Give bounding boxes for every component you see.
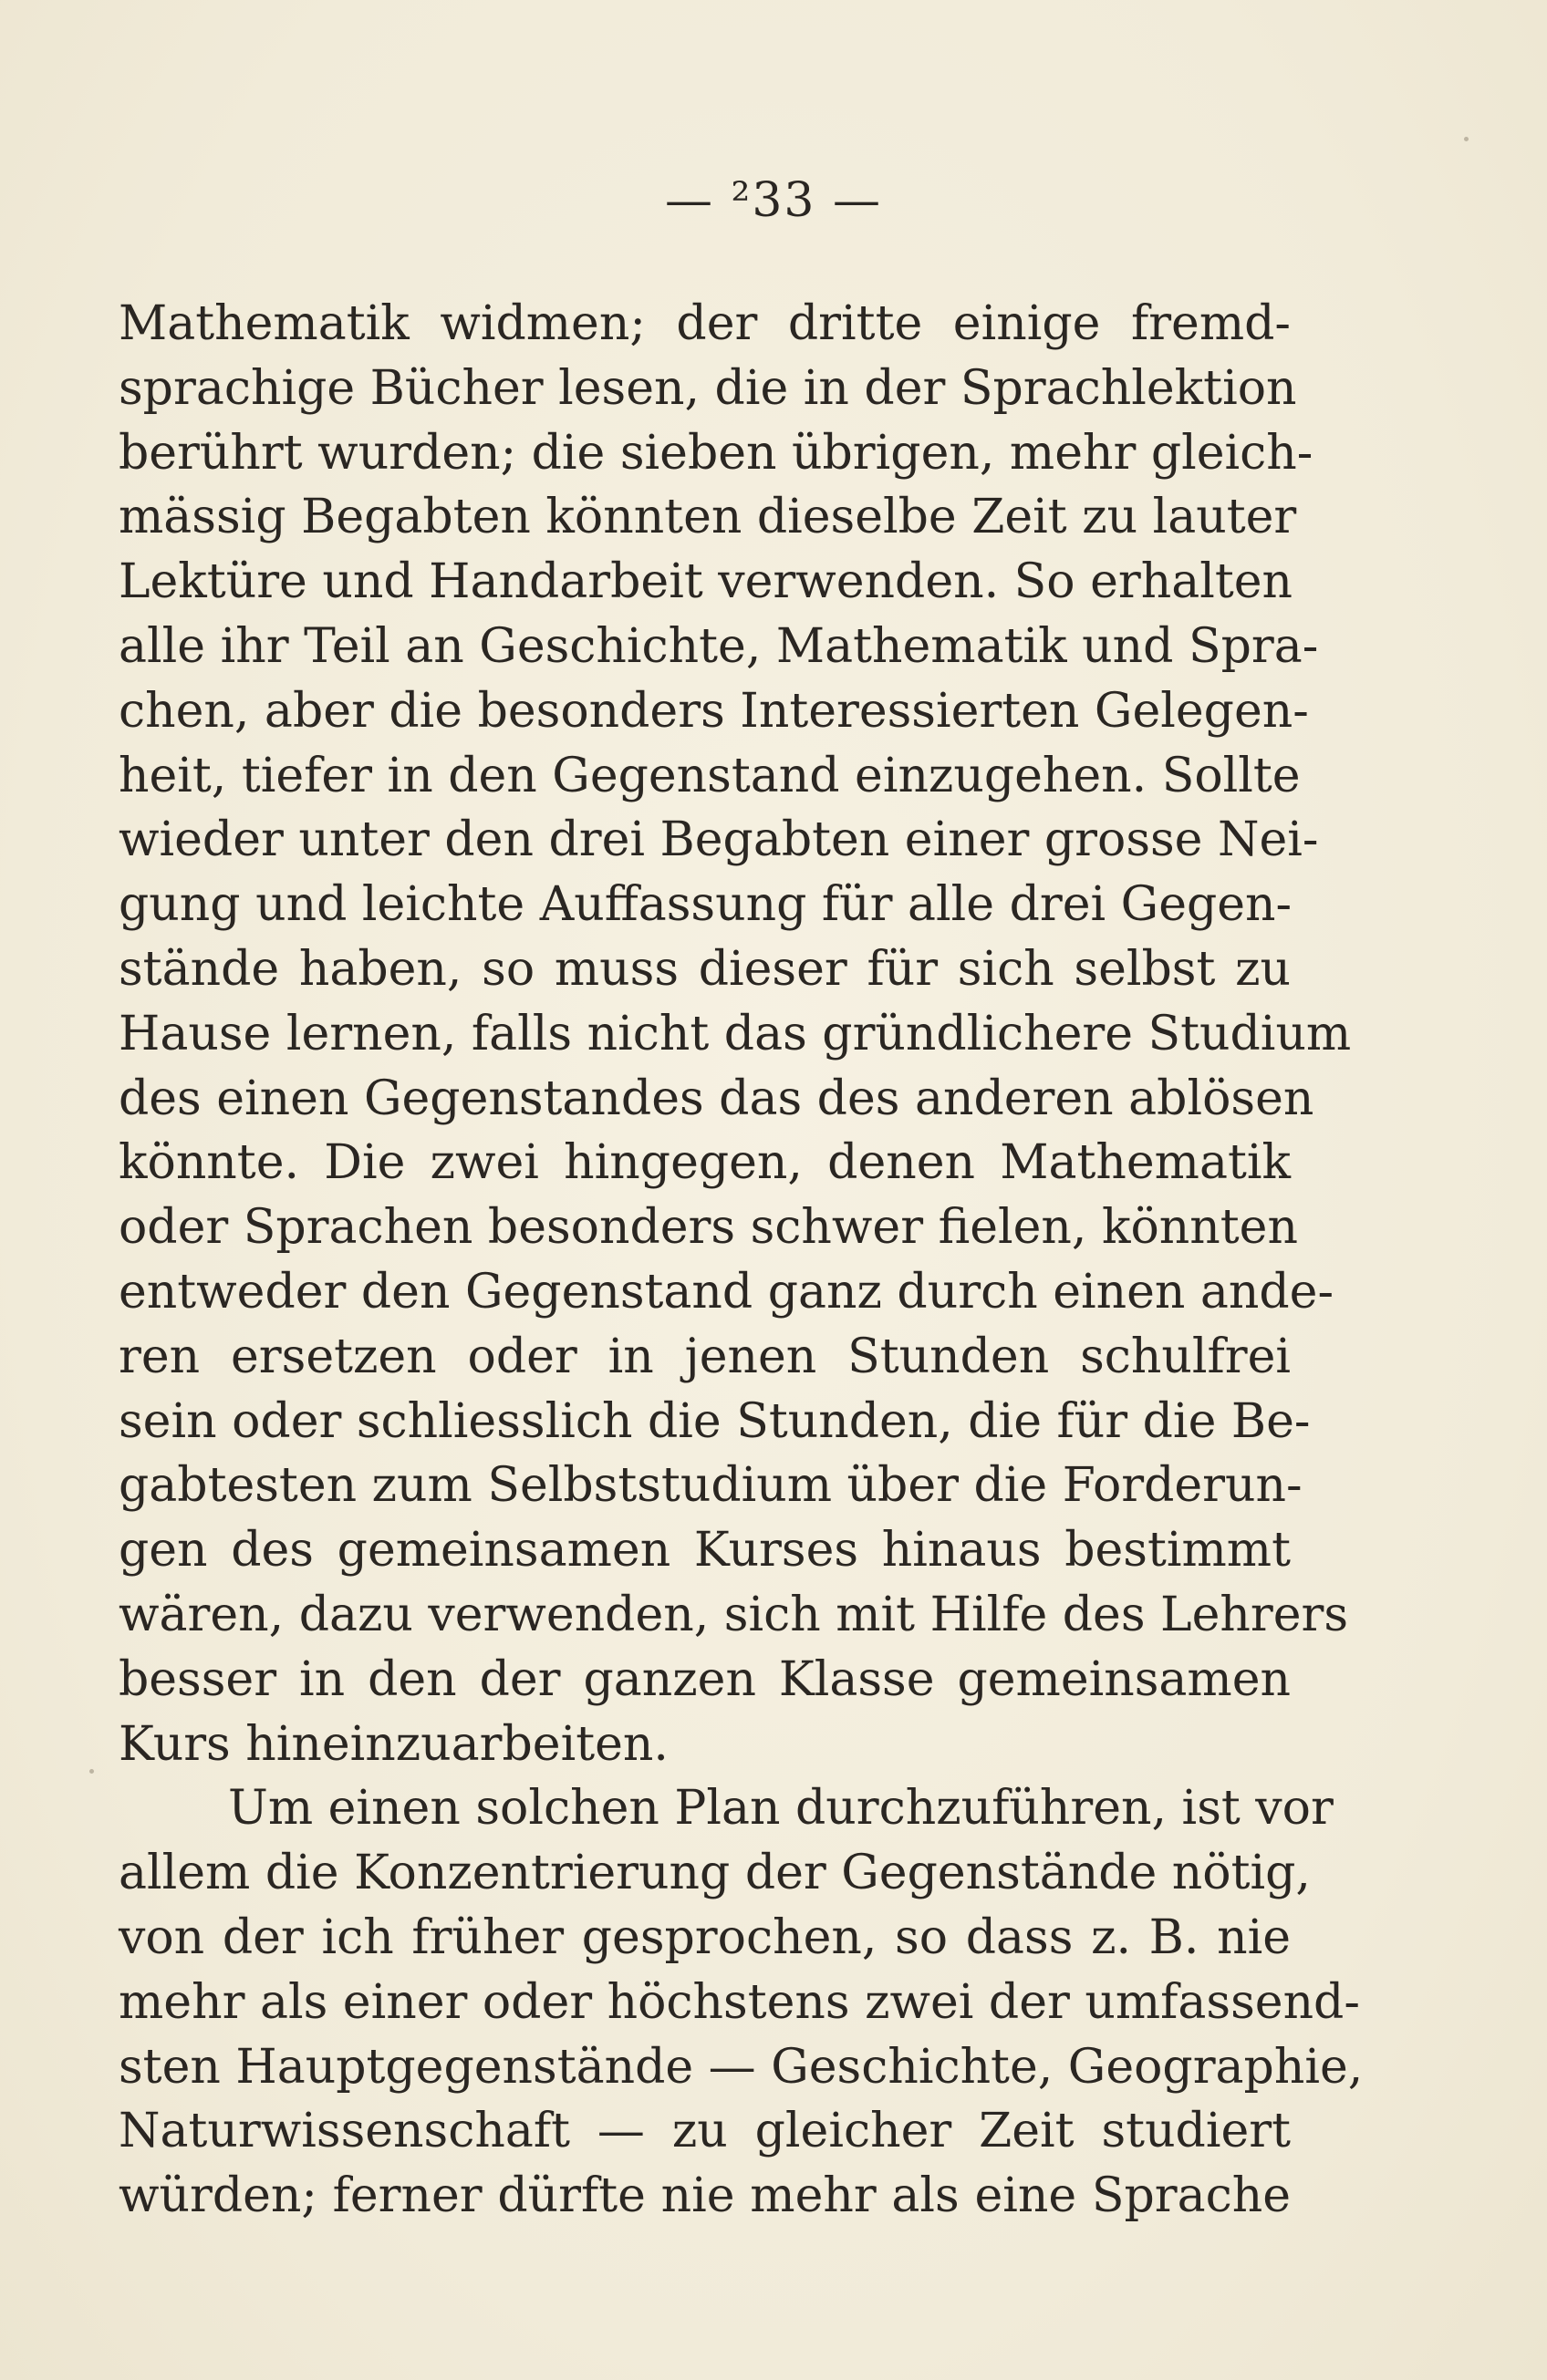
text-line: sprachige Bücher lesen, die in der Sprachlektion bbox=[119, 360, 1297, 416]
text-line: allem die Konzentrierung der Gegenstände nötig, bbox=[119, 1846, 1311, 1901]
body-text bbox=[119, 292, 1364, 2229]
paragraph-end-line: Kurs hineinzuarbeiten. bbox=[119, 1716, 669, 1772]
paper-speck bbox=[89, 1769, 94, 1774]
text-line: von der ich früher gesprochen, so dass z. B. nie bbox=[119, 1909, 1291, 1965]
text-line: des einen Gegenstandes das des anderen ablösen bbox=[119, 1071, 1314, 1126]
text-line: chen, aber die besonders Interessierten Gelegen- bbox=[119, 683, 1309, 739]
text-line: oder Sprachen besonders schwer fielen, könnten bbox=[119, 1200, 1298, 1256]
text-line: Hause lernen, falls nicht das gründlichere Studium bbox=[119, 1006, 1352, 1061]
paper-speck bbox=[1464, 137, 1469, 141]
text-line: Naturwissenschaft — zu gleicher Zeit studiert bbox=[119, 2104, 1291, 2159]
text-line: sten Hauptgegenstände — Geschichte, Geographie, bbox=[119, 2039, 1364, 2095]
text-line: ren ersetzen oder in jenen Stunden schulfrei bbox=[119, 1329, 1291, 1384]
text-line: berührt wurden; die sieben übrigen, mehr gleich- bbox=[119, 425, 1313, 481]
text-line: gabtesten zum Selbststudium über die Forderun- bbox=[119, 1458, 1303, 1514]
text-line: besser in den der ganzen Klasse gemeinsamen bbox=[119, 1651, 1291, 1707]
text-line: heit, tiefer in den Gegenstand einzugehen. Sollte bbox=[119, 748, 1301, 803]
text-line: mehr als einer oder höchstens zwei der umfassend- bbox=[119, 1974, 1360, 2030]
page-number-header: — ²33 — bbox=[664, 173, 883, 228]
text-line: sein oder schliesslich die Stunden, die für die Be- bbox=[119, 1393, 1311, 1449]
text-line: mässig Begabten könnten dieselbe Zeit zu lauter bbox=[119, 490, 1297, 545]
text-line: würden; ferner dürfte nie mehr als eine Sprache bbox=[119, 2168, 1291, 2224]
text-line: Mathematik widmen; der dritte einige fremd- bbox=[119, 296, 1291, 351]
text-line: gung und leichte Auffassung für alle drei Gegen- bbox=[119, 877, 1293, 933]
text-line: wieder unter den drei Begabten einer grosse Nei- bbox=[119, 812, 1319, 868]
text-line: Lektüre und Handarbeit verwenden. So erhalten bbox=[119, 554, 1293, 610]
text-line: könnte. Die zwei hingegen, denen Mathematik bbox=[119, 1135, 1291, 1191]
paragraph-start-line: Um einen solchen Plan durchzuführen, ist vor bbox=[228, 1781, 1334, 1837]
text-line: entweder den Gegenstand ganz durch einen ande- bbox=[119, 1264, 1334, 1319]
text-line: alle ihr Teil an Geschichte, Mathematik und Spra- bbox=[119, 618, 1319, 674]
text-line: gen des gemeinsamen Kurses hinaus bestimmt bbox=[119, 1523, 1291, 1578]
text-line: stände haben, so muss dieser für sich selbst zu bbox=[119, 941, 1291, 997]
text-line: wären, dazu verwenden, sich mit Hilfe des Lehrers bbox=[119, 1587, 1349, 1642]
